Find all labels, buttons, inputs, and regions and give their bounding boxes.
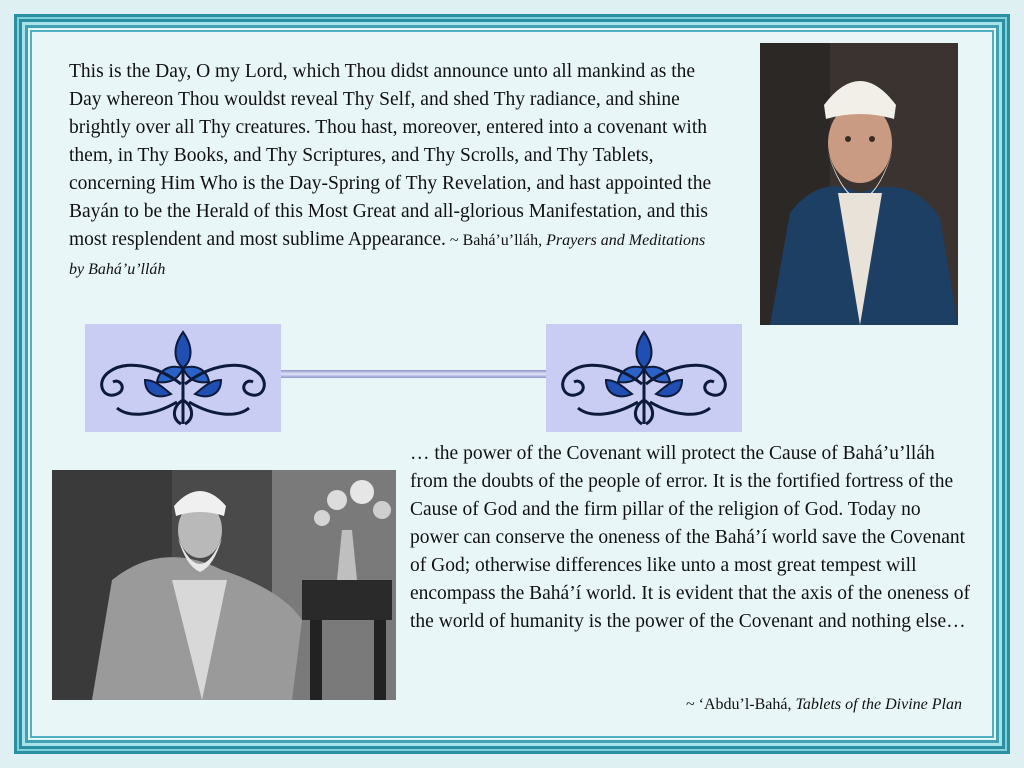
floral-ornament-icon bbox=[546, 324, 742, 432]
portrait-photo-bottom bbox=[52, 470, 396, 700]
quote-top-author: ~ Bahá’u’lláh, bbox=[445, 232, 547, 249]
portrait-photo-top bbox=[760, 43, 958, 325]
portrait-top-illustration bbox=[760, 43, 958, 325]
portrait-bottom-illustration bbox=[52, 470, 396, 700]
ornament-right bbox=[546, 324, 742, 432]
quote-top-text: This is the Day, O my Lord, which Thou didst announce unto all mankind as the Day whereon Thou wouldst reveal Thy Self, and shed Thy radiance, and shine brightly over all Thy creatures. Thou hast, moreover, entered into a covenant with them, in Thy Books, and Thy Scriptures, and Thy Scrolls, and Thy Tablets, concerning Him Who is the Day-Spring of Thy Revelation, and hast appointed the Bayán to be the Herald of this Most Great and all-glorious Manifestation, and this most resplendent and most sublime Appearance. bbox=[69, 61, 712, 250]
quote-bottom-attribution bbox=[410, 696, 962, 714]
quote-top-source: Prayers and Meditations by Bahá’u’lláh bbox=[69, 232, 706, 278]
quote-bottom-author: ~ ‘Abdu’l-Bahá, bbox=[685, 696, 796, 713]
ornament-connector-bar bbox=[281, 370, 547, 378]
quote-bottom: … the power of the Covenant will protect the Cause of Bahá’u’lláh from the doubts of the people of error. It is the fortified fortress of the Cause of God and the firm pillar of the religion of God. Today no power can conserve the oneness of the Bahá’í world save the Covenant of God; otherwise differences like unto a most great tempest will encompass the Bahá’í world. It is evident that the axis of the oneness of the world of humanity is the power of the Covenant and nothing else… bbox=[410, 443, 970, 632]
quote-bottom-source: Tablets of the Divine Plan bbox=[795, 696, 962, 713]
floral-ornament-icon bbox=[85, 324, 281, 432]
ornament-left bbox=[85, 324, 281, 432]
quote-top bbox=[69, 58, 719, 284]
